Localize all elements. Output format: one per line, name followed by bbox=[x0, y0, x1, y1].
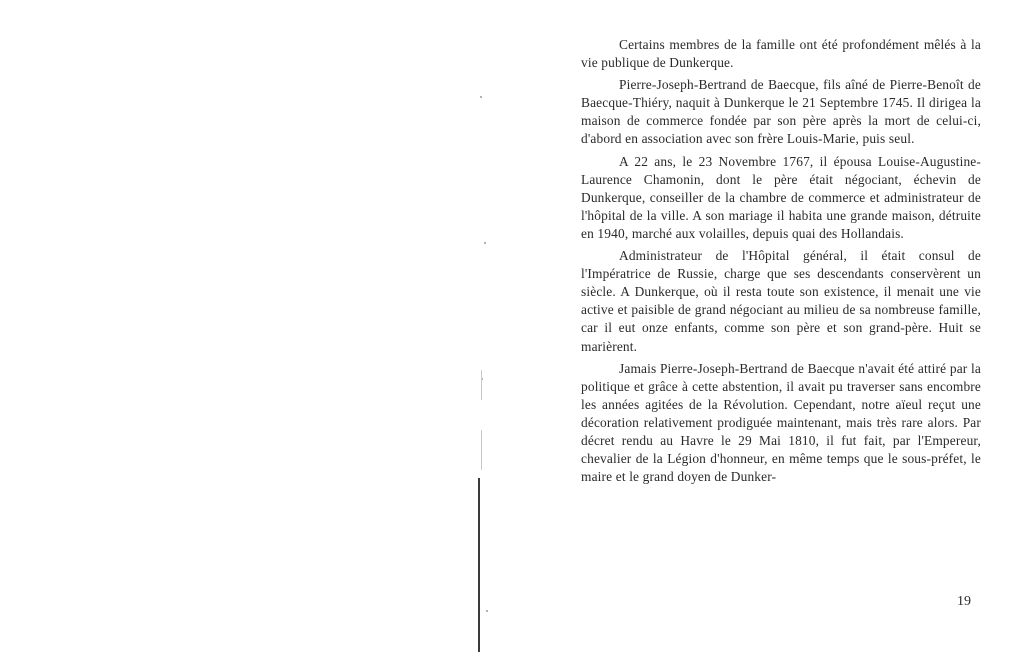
book-gutter bbox=[478, 478, 480, 652]
page-text bbox=[581, 36, 981, 490]
paragraph: Jamais Pierre-Joseph-Bertrand de Baecque n'avait été attiré par la politique et grâce à cette abstention, il avait pu traverser sans encombre les années agitées de la Révolution. Cependant, notre aïeul reçut une décoration relativement prodiguée maintenant, mais très rare alors. Par décret rendu au Havre le 29 Mai 1810, il fut fait, par l'Empereur, chevalier de la Légion d'honneur, en même temps que le sous-préfet, le maire et le grand doyen de Dunker- bbox=[581, 360, 981, 485]
paragraph: Certains membres de la famille ont été profondément mêlés à la vie publique de Dunkerque. bbox=[581, 37, 981, 71]
scan-shadow-line bbox=[481, 370, 482, 400]
page-number: 19 bbox=[957, 594, 971, 609]
paragraph: A 22 ans, le 23 Novembre 1767, il épousa Louise-Augustine-Laurence Chamonin, dont le père était négociant, échevin de Dunkerque, conseiller de la chambre de commerce et administrateur de l'hôpital de la ville. A son mariage il habita une grande maison, détruite en 1940, marché aux volailles, depuis quai des Hollandais. bbox=[581, 153, 981, 241]
scan-shadow-line bbox=[481, 430, 482, 470]
scan-speck bbox=[484, 242, 486, 244]
paragraph: Pierre-Joseph-Bertrand de Baecque, fils aîné de Pierre-Benoît de Baecque-Thiéry, naquit à Dunkerque le 21 Septembre 1745. Il dirigea la maison de commerce fondée par son père après la mort de celui-ci, d'abord en association avec son frère Louis-Marie, puis seul. bbox=[581, 77, 981, 147]
paragraph: Administrateur de l'Hôpital général, il était consul de l'Impératrice de Russie, charge que ses descendants conservèrent un siècle. A Dunkerque, où il resta toute son existence, il menait une vie active et paisible de grand négociant au milieu de sa nombreuse famille, car il eut onze enfants, comme son père et son grand-père. Huit se marièrent. bbox=[581, 248, 981, 354]
scan-speck bbox=[480, 96, 482, 98]
scan-speck bbox=[486, 610, 488, 612]
